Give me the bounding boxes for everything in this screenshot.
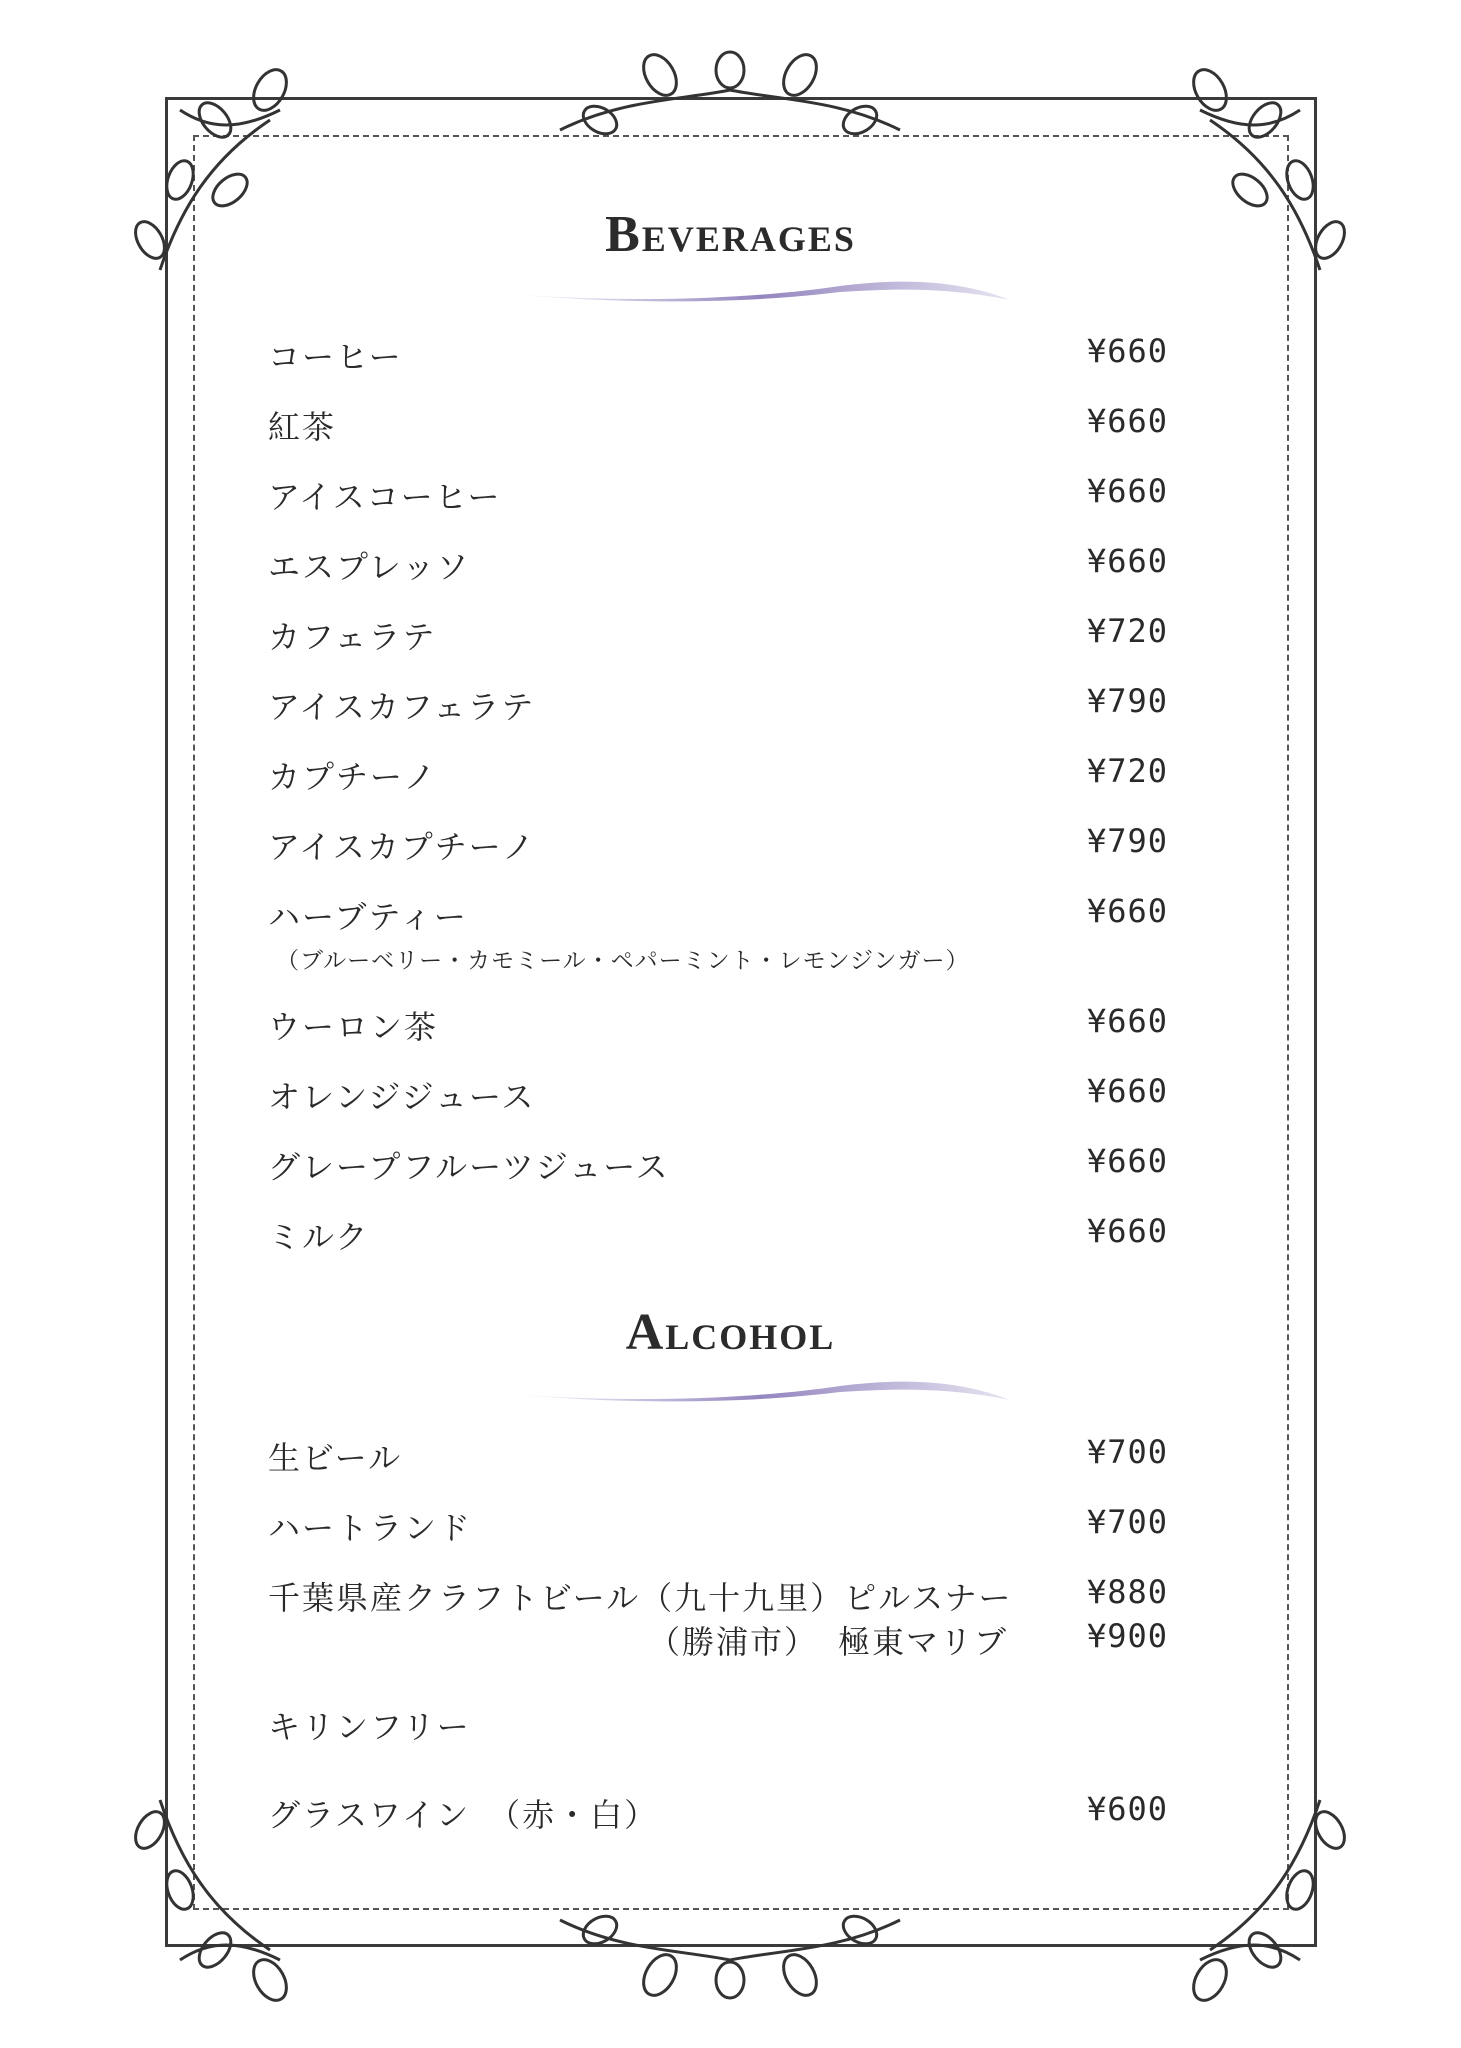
item-note: （ブルーベリー・カモミール・ペパーミント・レモンジンガー） [276,948,970,974]
item-name: 紅茶 [268,408,337,446]
menu-item [268,1503,1168,1553]
item-price: ¥700 [1086,1433,1168,1471]
item-name: 千葉県産クラフトビール（九十九里）ピルスナー [268,1579,1013,1617]
item-name: ハーブティー [268,898,468,936]
leaf-ornament-bottom-right-icon [1140,1780,1360,2010]
menu-item [268,1212,1168,1262]
item-name: グレープフルーツジュース [268,1148,670,1186]
menu-item-craft-beer [268,1573,1168,1669]
item-name: コーヒー [268,338,403,376]
leaf-ornament-top-center-icon [540,40,920,150]
item-price: ¥700 [1086,1503,1168,1541]
menu-item [268,612,1168,662]
item-beer-name: 極東マリブ [838,1623,1009,1661]
item-price: ¥790 [1086,822,1168,860]
menu-item [268,822,1168,872]
menu-item [268,752,1168,802]
item-price: ¥600 [1086,1790,1168,1828]
item-price: ¥660 [1086,892,1168,930]
item-name: オレンジジュース [268,1078,536,1116]
menu-item [268,1790,1168,1840]
item-price: ¥660 [1086,332,1168,370]
item-name: アイスコーヒー [268,478,502,516]
menu-item [268,402,1168,452]
item-name: カフェラテ [268,618,437,656]
menu-item [268,1702,1168,1752]
item-price: ¥720 [1086,752,1168,790]
menu-item [268,1072,1168,1122]
item-price: ¥790 [1086,682,1168,720]
item-name: アイスカプチーノ [268,828,537,866]
menu-item [268,332,1168,382]
menu-item [268,1002,1168,1052]
leaf-ornament-bottom-center-icon [540,1900,920,2010]
item-price: ¥880 [1086,1573,1168,1611]
item-price: ¥660 [1086,542,1168,580]
item-price: ¥660 [1086,472,1168,510]
item-name: エスプレッソ [268,548,471,586]
menu-item [268,892,1168,974]
beverages-title: Beverages [605,206,856,263]
item-name: グラスワイン （赤・白） [268,1796,659,1834]
menu-item [268,1142,1168,1192]
menu-item [268,542,1168,592]
alcohol-swash-divider [500,1370,1020,1410]
item-price: ¥660 [1086,1072,1168,1110]
beverages-swash-divider [500,270,1020,310]
item-price: ¥660 [1086,1212,1168,1250]
item-name: キリンフリー [268,1708,471,1746]
item-name: アイスカフェラテ [268,688,536,726]
item-name: カプチーノ [268,758,438,796]
item-price: ¥660 [1086,402,1168,440]
item-price: ¥900 [1086,1617,1168,1655]
item-name: ウーロン茶 [268,1008,439,1046]
item-name: ミルク [268,1218,370,1256]
item-price: ¥660 [1086,1142,1168,1180]
menu-item [268,472,1168,522]
item-price: ¥720 [1086,612,1168,650]
item-origin: （勝浦市） [648,1623,819,1661]
item-name: 生ビール [268,1439,403,1477]
item-price: ¥660 [1086,1002,1168,1040]
item-name: ハートランド [268,1509,473,1547]
menu-item [268,682,1168,732]
menu-item [268,1433,1168,1483]
alcohol-title: Alcohol [625,1304,836,1361]
